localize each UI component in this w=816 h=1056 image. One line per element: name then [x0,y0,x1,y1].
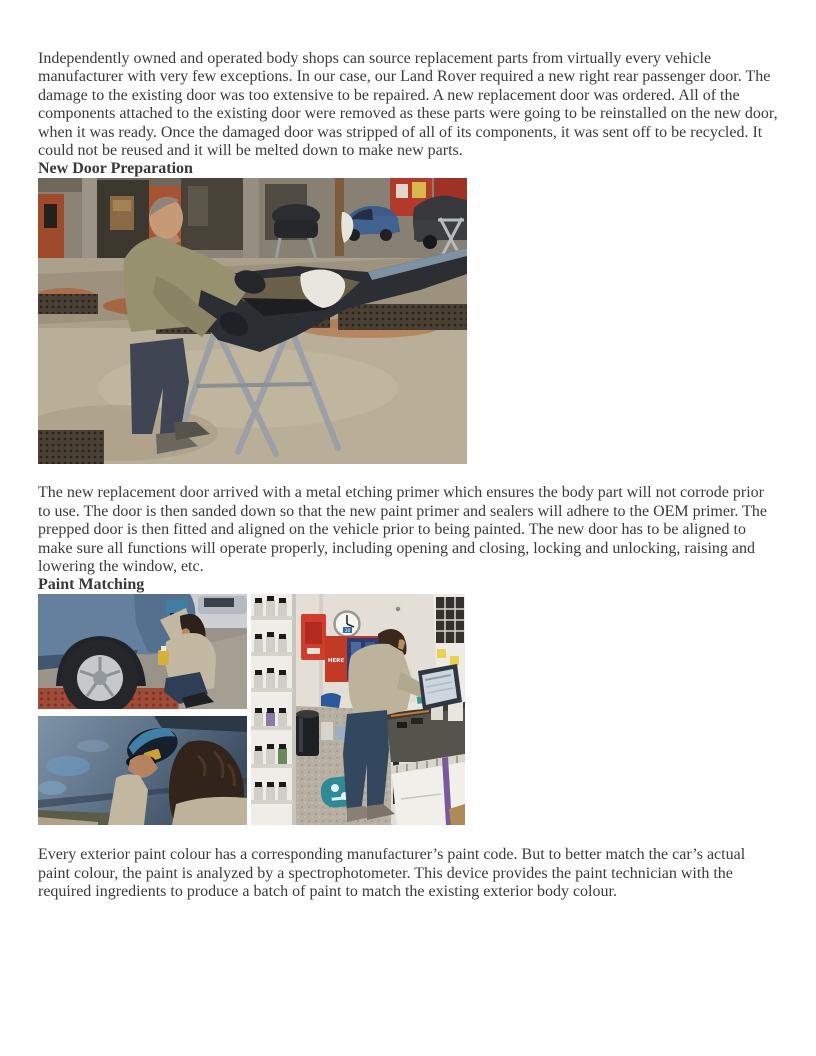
vent-grid [436,597,464,643]
paint-matching-paragraph: Every exterior paint colour has a corresponding manufacturer’s paint code. But to better match the car’s actual paint colour, the paint is analyzed by a spectrophotometer. This device provides the paint technician with the required ingredients to produce a batch of paint to match the existing exterior body colour. [38,846,746,901]
fire-alarm-box [301,614,326,660]
trash-bin [296,710,319,756]
touchscreen-monitor [418,664,462,710]
paint-matching-photo [38,594,465,825]
paint-room-photo [251,594,465,825]
suv-wheel-photo [38,594,247,709]
door-prep-photo [38,178,778,464]
heading-new-door-preparation: New Door Preparation [38,160,193,178]
poster-text: HERE [327,658,345,665]
wall-clock [335,612,360,637]
yellow-bottle [158,650,169,665]
collage-left-column [38,594,247,825]
white-boxes [391,754,465,825]
door-prep-photo-scene [38,178,467,464]
clock-badge: 30 [344,629,351,635]
security-camera [393,604,404,615]
spectrophotometer-closeup-photo [38,716,247,825]
paint-shelving [251,594,296,825]
intro-paragraph: Independently owned and operated body shops can source replacement parts from virtually every vehicle manufacturer with very few exceptions. In our case, our Land Rover required a new right rear passenger door. The damage to the existing door was too extensive to be repaired. A new replacement door was ordered. All of the components attached to the existing door were removed as these parts were going to be reinstalled on the new door, when it was ready. Once the damaged door was stripped of all of its components, it was sent off to be recycled. It could not be reused and it will be melted down to make new parts. [38,50,778,160]
heading-paint-matching: Paint Matching [38,576,145,594]
door-prep-paragraph: The new replacement door arrived with a metal etching primer which ensures the body part will not corrode prior to use. The door is then sanded down so that the new paint primer and sealers will adhere to the OEM primer. The prepped door is then fitted and aligned on the vehicle prior to being painted. The new door has to be aligned to make sure all functions will operate properly, including opening and closing, locking and unlocking, raising and lowering the window, etc. [38,484,768,576]
blue-jacket [321,693,341,708]
